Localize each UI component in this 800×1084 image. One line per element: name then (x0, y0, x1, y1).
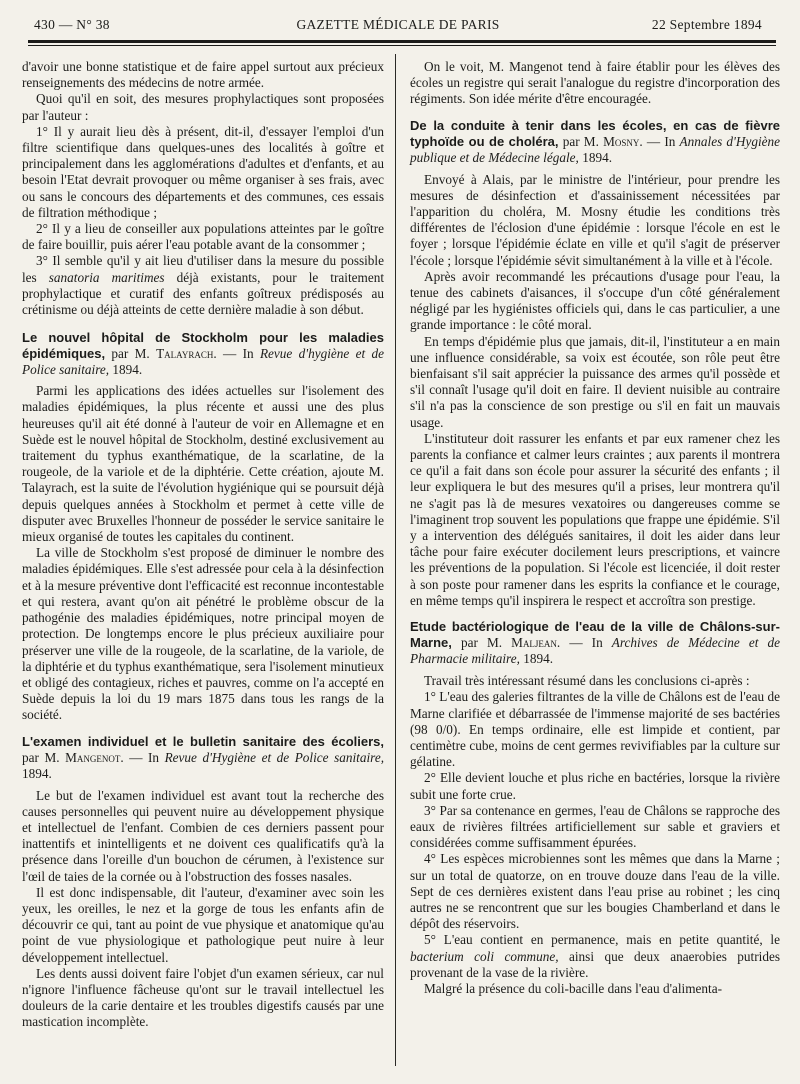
article-year: 1894. (523, 651, 554, 667)
article-year: 1894. (22, 765, 52, 781)
article-dash: — In (223, 346, 254, 362)
paragraph: L'instituteur doit rassurer les enfants et par eux ramener chez les parents la confiance et calmer leurs craintes ; aux parents il montrera ce qu'il a fait dans son école pour assurer la sécurité des enfants ; il leur expliquera le but des mesures qu'il a prises, leur montrera qu'il ne s'agit pas là de mesures vexatoires ou dangereuses comme se l'imaginent trop souvent les populations que frappe une épidémie. S'il y a intervention des délégués sanitaires, il doit les aider dans leur tâche pour faire exécuter docilement leurs prescriptions, et vaincre les préventions de la population. Si l'école est licenciée, il doit rester à son poste pour ramener dans les esprits la confiance et le courage, en même temps qu'il inspirera le respect et accroîtra son prestige. (410, 430, 780, 608)
header-rule-thin (28, 45, 776, 46)
issue-date: 22 Septembre 1894 (651, 17, 762, 32)
article-dash: — In (646, 133, 676, 149)
article-title: Etude bactériologique de l'eau de la ville de Châlons-sur-Marne, (410, 619, 780, 651)
text-run: ainsi que deux anaerobies putrides provenant de la vase de la rivière. (410, 948, 780, 980)
header-rule (28, 40, 776, 43)
article-heading (410, 619, 780, 667)
column-divider (395, 54, 396, 1066)
italic-term: sanatoria maritimes (48, 269, 165, 285)
list-item (22, 253, 384, 318)
article-by: par M. (22, 749, 60, 765)
text-run: 3° Il semble qu'il y ait lieu d'utiliser dans la mesure du possible les (22, 253, 384, 285)
article-author: Mangenot. (65, 749, 124, 765)
paragraph: En temps d'épidémie plus que jamais, dit-il, l'instituteur a en main une influence considérable, sa voix est écoutée, son rôle peut être bienfaisant s'il sait apprécier la puissance des armes qu'il possède et s'il connaît l'usage qu'il doit en faire. Il devient nuisible au contraire s'il n'a pas la conscience de son prestige ou s'il en fait un mauvais usage. (410, 333, 780, 430)
paragraph: Envoyé à Alais, par le ministre de l'intérieur, pour prendre les mesures de désinfection et d'assainissement nécessitées par l'apparition du choléra, M. Mosny étudie les conditions très différentes de l'éclosion d'une épidémie : lorsque l'école en est le foyer ; lorsque l'épidémie éclate en ville et qu'il s'agit de préserver l'école ; lorsque l'épidémie sévit simultanément à la ville et à l'école. (410, 171, 780, 268)
paragraph: Le but de l'examen individuel est avant tout la recherche des causes personnelles qui peuvent nuire au développement physique et intellectuel de l'enfant. Combien de ces derniers passent pour inattentifs et inintelligents et ne doivent ces qualificatifs qu'à la présence dans l'oreille d'un bouchon de cérumen, à l'existence sur l'œil de taies de la cornée ou à l'obstruction des fosses nasales. (22, 787, 384, 884)
article-author: Mosny. (603, 133, 643, 149)
article-by: par M. (111, 346, 150, 362)
article-by: par M. (562, 133, 599, 149)
list-item: 4° Les espèces microbiennes sont les mêmes que dans la Marne ; sur un total de quatorze, on en trouve douze dans l'eau de la ville. Sept de ces dernières existent dans l'eau prise au robinet ; les cinq autres ne se rencontrent que sur les bougies Chamberland et dans le dépôt des réservoirs. (410, 851, 780, 932)
article-heading (22, 330, 384, 378)
paragraph: Parmi les applications des idées actuelles sur l'isolement des maladies épidémiques, la plus récente et aussi une des plus heureuses qu'il ait été donné à l'auteur de voir en Allemagne et en Suède est le nouvel hôpital de Stockholm, destiné exclusivement au traitement du typhus exanthématique, de la scarlatine, de la rougeole, de la variole et de la diphtérie. Cette création, ajoute M. Talayrach, est la suite de l'évolution hygiénique qui se poursuit déjà depuis quelques années à Stockholm et permet à cette ville de disputer avec Bruxelles l'honneur de posséder le service sanitaire le mieux organisé de toutes les capitales du continent. (22, 383, 384, 545)
paragraph: Quoi qu'il en soit, des mesures prophylactiques sont proposées par l'auteur : (22, 91, 384, 123)
article-year: 1894. (582, 149, 612, 165)
paragraph: Travail très intéressant résumé dans les conclusions ci-après : (424, 673, 750, 689)
journal-title: GAZETTE MÉDICALE DE PARIS (296, 17, 500, 32)
article-year: 1894. (112, 362, 143, 378)
article-source: Annales d'Hygiène publique et de Médecine légale, (410, 133, 781, 165)
running-header (34, 14, 762, 36)
article-title: Le nouvel hôpital de Stockholm pour les maladies épidémiques, (22, 330, 384, 362)
italic-term: bacterium coli commune, (410, 948, 559, 964)
paragraph: Après avoir recommandé les précautions d'usage pour l'eau, la tenue des cabinets d'aisances, il s'occupe d'un côté généralement négligé par les hygiénistes officiels qui, dans le cas particulier, a une grande importance : le côté moral. (410, 268, 780, 333)
text-run: déjà existants, pour le traitement prophylactique et curatif des enfants goîtreux prédisposés au crétinisme ou déjà atteints de cette dernière maladie à son début. (22, 269, 385, 318)
article-author: Talayrach. (156, 346, 217, 362)
article-dash: — In (569, 635, 603, 651)
text-run: 5° L'eau contient en permanence, mais en petite quantité, le (424, 932, 780, 948)
article-source: Archives de Médecine et de Pharmacie militaire, (410, 635, 781, 667)
list-item: 2° Il y a lieu de conseiller aux populations atteintes par le goître de faire bouillir, puis aérer l'eau potable avant de la consommer ; (22, 221, 384, 253)
article-heading (22, 734, 384, 782)
paragraph: Les dents aussi doivent faire l'objet d'un examen sérieux, car nul n'ignore l'influence fâcheuse qu'ont sur le travail intellectuel les douleurs de la carie dentaire et les troubles digestifs causés par une mastication incomplète. (22, 965, 384, 1030)
article-dash: — In (129, 749, 160, 765)
list-item: 1° L'eau des galeries filtrantes de la ville de Châlons est de l'eau de Marne clarifiée et débarrassée de l'immense majorité de ses bactéries (98 0/0). En temps ordinaire, elle est limpide et contient, par centimètre cube, moins de cent germes revivifiables par la culture sur gélatine. (410, 689, 780, 770)
paragraph: La ville de Stockholm s'est proposé de diminuer le nombre des maladies épidémiques. Elle s'est adressée pour cela à la désinfection et à la mesure préventive dont l'efficacité est reconnue incontestable et qui restera, avant qu'on ait pénétré le problème obscur de la pathogénie des maladies épidémiques, notre principal moyen de protection. De longtemps encore le plus précieux auxiliaire pour préserver une ville de la rougeole, de la scarlatine, de la variole, de la diphtérie et du typhus exanthématique, sera l'isolement minutieux et obligé des contagieux, riches et pauvres, comme on l'a accepté en Suède depuis la loi du 19 mars 1875 dans tous les rangs de la société. (22, 545, 384, 723)
list-item: 3° Par sa contenance en germes, l'eau de Châlons se rapproche des eaux de rivières filtrées artificiellement sur sable et graviers et considérées comme suffisamment épurées. (410, 802, 780, 851)
list-item: 2° Elle devient louche et plus riche en bactéries, lorsque la rivière subit une forte crue. (410, 770, 780, 802)
article-title: De la conduite à tenir dans les écoles, en cas de fièvre typhoïde ou de choléra, (410, 117, 780, 149)
article-title: L'examen individuel et le bulletin sanitaire des écoliers, (22, 733, 384, 749)
article-author: Maljean. (511, 635, 561, 651)
right-column (410, 59, 780, 997)
article-by: par M. (460, 635, 503, 651)
list-item: 1° Il y aurait lieu dès à présent, dit-il, d'essayer l'emploi d'un filtre scientifique dans quelques-unes des localités à goître et principalement dans les agglomérations d'adultes et d'enfants, et au besoin l'Etat devrait provoquer ou même organiser à ses frais, avec ou sans le concours des départements et des communes, ces essais de filtration méthodique ; (22, 123, 384, 220)
paragraph: d'avoir une bonne statistique et de faire appel surtout aux précieux renseignements des médecins de notre armée. (22, 59, 384, 91)
article-source: Revue d'Hygiène et de Police sanitaire, (164, 749, 385, 765)
paragraph: Il est donc indispensable, dit l'auteur, d'examiner avec soin les yeux, les oreilles, le nez et la gorge de tous les enfants afin de découvrir ce qui, tant au point de vue physique et anatomique qu'au point de vue physiologique et pathologique peut nuire à leur développement intellectuel. (22, 884, 384, 965)
list-item (410, 932, 780, 981)
paragraph: Malgré la présence du coli-bacille dans l'eau d'alimenta- (424, 980, 722, 996)
paragraph: On le voit, M. Mangenot tend à faire établir pour les élèves des écoles un registre qui serait l'analogue du registre d'incorporation des régiments. Son idée mérite d'être encouragée. (410, 59, 780, 107)
page-number: 430 — N° 38 (34, 17, 110, 32)
article-source: Revue d'hygiène et de Police sanitaire, (22, 346, 385, 378)
left-column (22, 59, 384, 1031)
article-heading (410, 118, 780, 166)
